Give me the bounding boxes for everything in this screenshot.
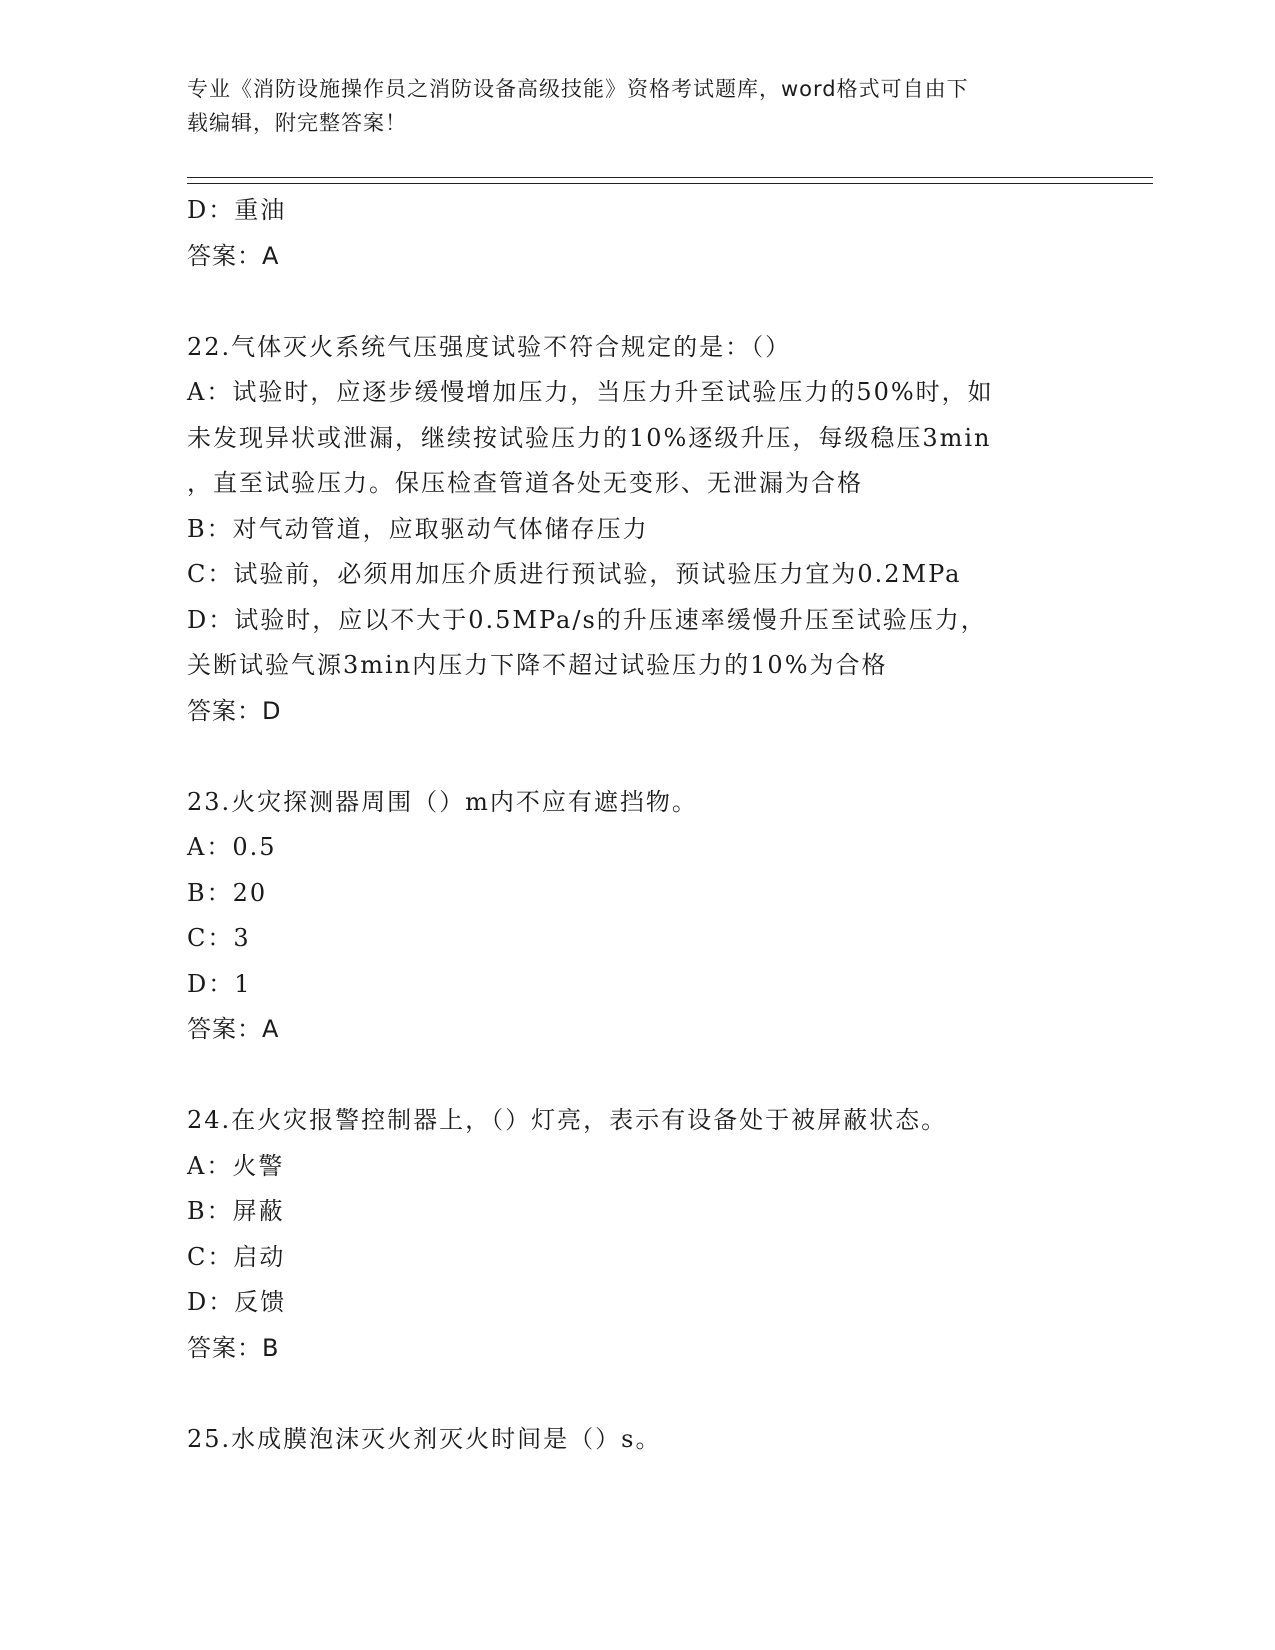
option-a: A：0.5 [187, 833, 277, 861]
question-stem: 25.水成膜泡沫灭火剂灭火时间是（）s。 [187, 1424, 662, 1453]
header-line-2: 载编辑，附完整答案！ [187, 111, 407, 135]
spacer [187, 1053, 1067, 1099]
option-line: B：对气动管道，应取驱动气体储存压力 [187, 514, 649, 543]
prev-option-d: D：重油 [187, 196, 287, 224]
spacer [187, 734, 1067, 780]
question-25 [187, 1417, 1067, 1463]
prev-answer: 答案：A [187, 241, 280, 270]
header-rule-top [187, 177, 1153, 178]
question-stem: 22.气体灭火系统气压强度试验不符合规定的是：（） [187, 332, 792, 361]
spacer [187, 279, 1067, 325]
answer-line: 答案：B [187, 1333, 280, 1362]
spacer [187, 1371, 1067, 1417]
answer-line: 答案：A [187, 1015, 280, 1043]
question-23 [187, 780, 1067, 1053]
option-d: D：1 [187, 969, 252, 998]
option-line: A：试验时，应逐步缓慢增加压力，当压力升至试验压力的50%时，如 [187, 378, 994, 406]
question-stem: 23.火灾探测器周围（）m内不应有遮挡物。 [187, 787, 698, 816]
question-stem: 24.在火灾报警控制器上，（）灯亮，表示有设备处于被屏蔽状态。 [187, 1106, 948, 1134]
header-line-1: 专业《消防设施操作员之消防设备高级技能》资格考试题库，word格式可自由下 [187, 77, 969, 101]
option-b: B：20 [187, 878, 268, 907]
option-line: 关断试验气源3min内压力下降不超过试验压力的10%为合格 [187, 651, 888, 679]
option-c: C：3 [187, 924, 251, 952]
option-line: ，直至试验压力。保压检查管道各处无变形、无泄漏为合格 [187, 469, 863, 497]
option-b: B：屏蔽 [187, 1197, 285, 1225]
option-line: D：试验时，应以不大于0.5MPa/s的升压速率缓慢升压至试验压力， [187, 605, 987, 634]
option-line: C：试验前，必须用加压介质进行预试验，预试验压力宜为0.2MPa [187, 560, 962, 588]
question-22 [187, 325, 1067, 735]
question-24 [187, 1098, 1067, 1371]
option-line: 未发现异状或泄漏，继续按试验压力的10%逐级升压，每级稳压3min [187, 423, 992, 452]
answer-line: 答案：D [187, 696, 282, 725]
header-rule-bottom [187, 183, 1153, 184]
page-header [187, 72, 1067, 140]
question-content [187, 188, 1067, 1462]
option-d: D：反馈 [187, 1288, 287, 1316]
option-c: C：启动 [187, 1242, 286, 1271]
option-a: A：火警 [187, 1151, 285, 1180]
